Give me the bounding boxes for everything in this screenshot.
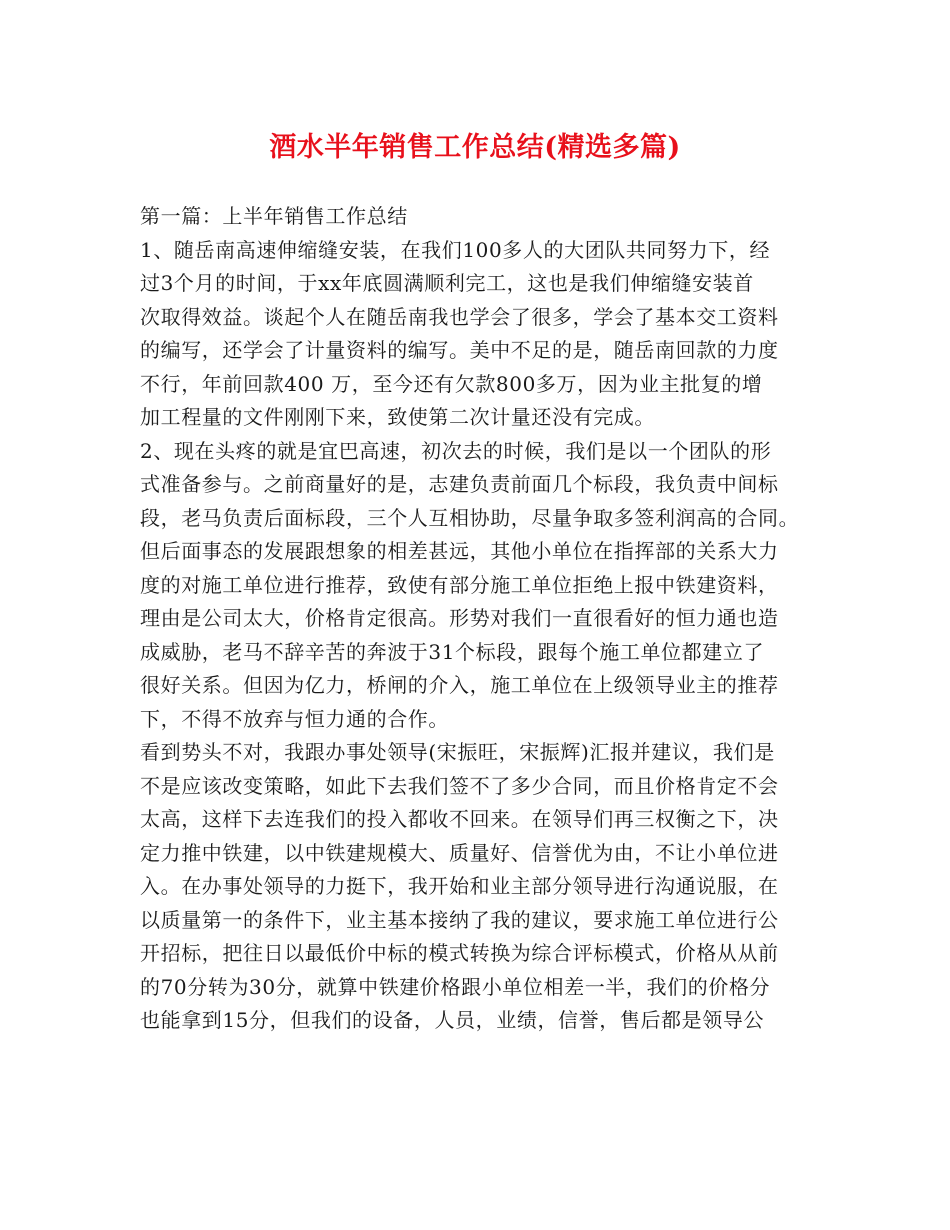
text-line: 度的对施工单位进行推荐，致使有部分施工单位拒绝上报中铁建资料， [140,572,779,597]
text-line: 2、现在头疼的就是宜巴高速，初次去的时候，我们是以一个团队的形 [140,438,772,463]
text-line: 段，老马负责后面标段，三个人互相协助，尽量争取多签利润高的合同。 [140,505,800,530]
text-line: 看到势头不对，我跟办事处领导(宋振旺，宋振辉)汇报并建议，我们是 [140,740,775,764]
text-line: 加工程量的文件刚刚下来，致使第二次计量还没有完成。 [140,405,655,429]
text-line: 的70分转为30分，就算中铁建价格跟小单位相差一半，我们的价格分 [140,974,771,999]
text-line: 开招标，把往日以最低价中标的模式转换为综合评标模式，价格从从前 [140,941,779,965]
text-line: 不行，年前回款400 万，至今还有欠款800多万，因为业主批复的增 [140,371,763,396]
text-line: 定力推中铁建，以中铁建规模大、质量好、信誉优为由，不让小单位进 [140,840,779,865]
text-line: 成威胁，老马不辞辛苦的奔波于31个标段，跟每个施工单位都建立了 [140,639,765,664]
text-line: 太高，这样下去连我们的投入都收不回来。在领导们再三权衡之下，决 [140,807,779,831]
text-line: 也能拿到15分，但我们的设备，人员，业绩，信誉，售后都是领导公 [140,1008,765,1032]
text-line: 式准备参与。之前商量好的是，志建负责前面几个标段，我负责中间标 [140,472,779,496]
text-line: 以质量第一的条件下，业主基本接纳了我的建议，要求施工单位进行公 [140,907,779,932]
text-line: 但后面事态的发展跟想象的相差甚远，其他小单位在指挥部的关系大力 [140,539,779,563]
text-line: 入。在办事处领导的力挺下，我开始和业主部分领导进行沟通说服，在 [140,874,779,898]
text-line: 理由是公司太大，价格肯定很高。形势对我们一直很看好的恒力通也造 [140,606,779,630]
text-line: 过3个月的时间，于xx年底圆满顺利完工，这也是我们伸缩缝安装首 [140,271,754,295]
text-line: 次取得效益。谈起个人在随岳南我也学会了很多，学会了基本交工资料 [140,304,779,329]
text-line: 下，不得不放弃与恒力通的合作。 [140,706,449,731]
document-body [140,200,820,1038]
text-line: 第一篇：上半年销售工作总结 [140,204,408,228]
text-line: 1、随岳南高速伸缩缝安装，在我们100多人的大团队共同努力下，经 [140,237,771,262]
text-line: 不是应该改变策略，如此下去我们签不了多少合同，而且价格肯定不会 [140,773,779,798]
text-line: 的编写，还学会了计量资料的编写。美中不足的是，随岳南回款的力度 [140,338,779,362]
text-line: 很好关系。但因为亿力，桥闸的介入，施工单位在上级领导业主的推荐 [140,673,779,697]
document-title: 酒水半年销售工作总结(精选多篇) [269,132,681,163]
